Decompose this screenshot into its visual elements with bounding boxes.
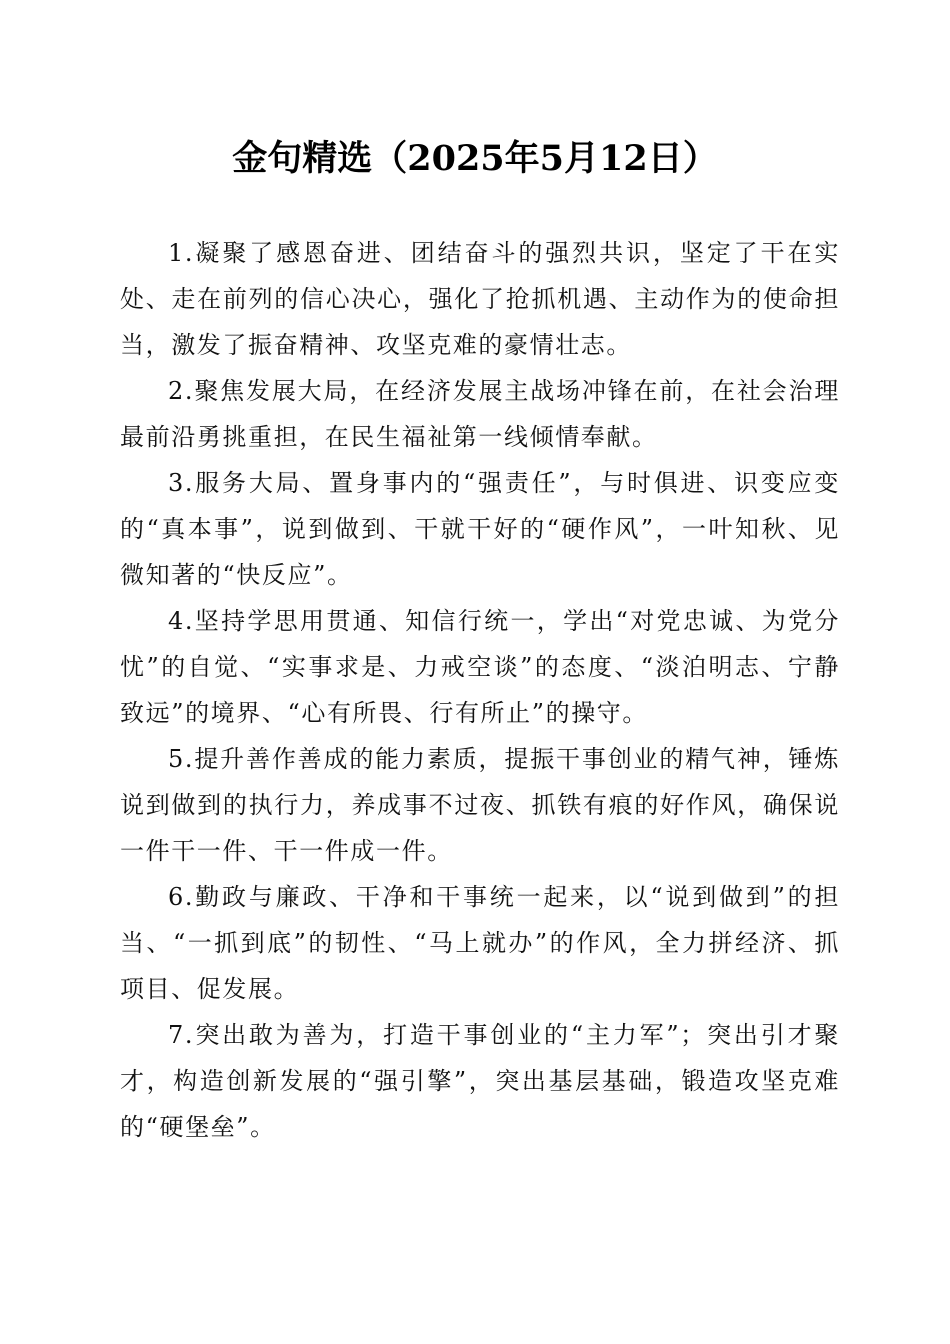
document-title: 金句精选（2025年5月12日） [232,138,718,179]
paragraph-7: 7.突出敢为善为，打造干事创业的“主力军”；突出引才聚才，构造创新发展的“强引擎”，突出基层基础，锻造攻坚克难的“硬堡垒”。 [120,1021,840,1141]
paragraph-2: 2.聚焦发展大局，在经济发展主战场冲锋在前，在社会治理最前沿勇挑重担，在民生福祉第一线倾情奉献。 [120,377,840,451]
paragraph-5: 5.提升善作善成的能力素质，提振干事创业的精气神，锤炼说到做到的执行力，养成事不过夜、抓铁有痕的好作风，确保说一件干一件、干一件成一件。 [120,745,840,865]
paragraph-6: 6.勤政与廉政、干净和干事统一起来，以“说到做到”的担当、“一抓到底”的韧性、“马上就办”的作风，全力拼经济、抓项目、促发展。 [120,883,840,1003]
paragraph-1: 1.凝聚了感恩奋进、团结奋斗的强烈共识，坚定了干在实处、走在前列的信心决心，强化了抢抓机遇、主动作为的使命担当，激发了振奋精神、攻坚克难的豪情壮志。 [120,239,840,359]
paragraph-3: 3.服务大局、置身事内的“强责任”，与时俱进、识变应变的“真本事”，说到做到、干就干好的“硬作风”，一叶知秋、见微知著的“快反应”。 [120,469,840,589]
paragraph-4: 4.坚持学思用贯通、知信行统一，学出“对党忠诚、为党分忧”的自觉、“实事求是、力戒空谈”的态度、“淡泊明志、宁静致远”的境界、“心有所畏、行有所止”的操守。 [120,607,840,727]
document-body [120,230,840,1150]
